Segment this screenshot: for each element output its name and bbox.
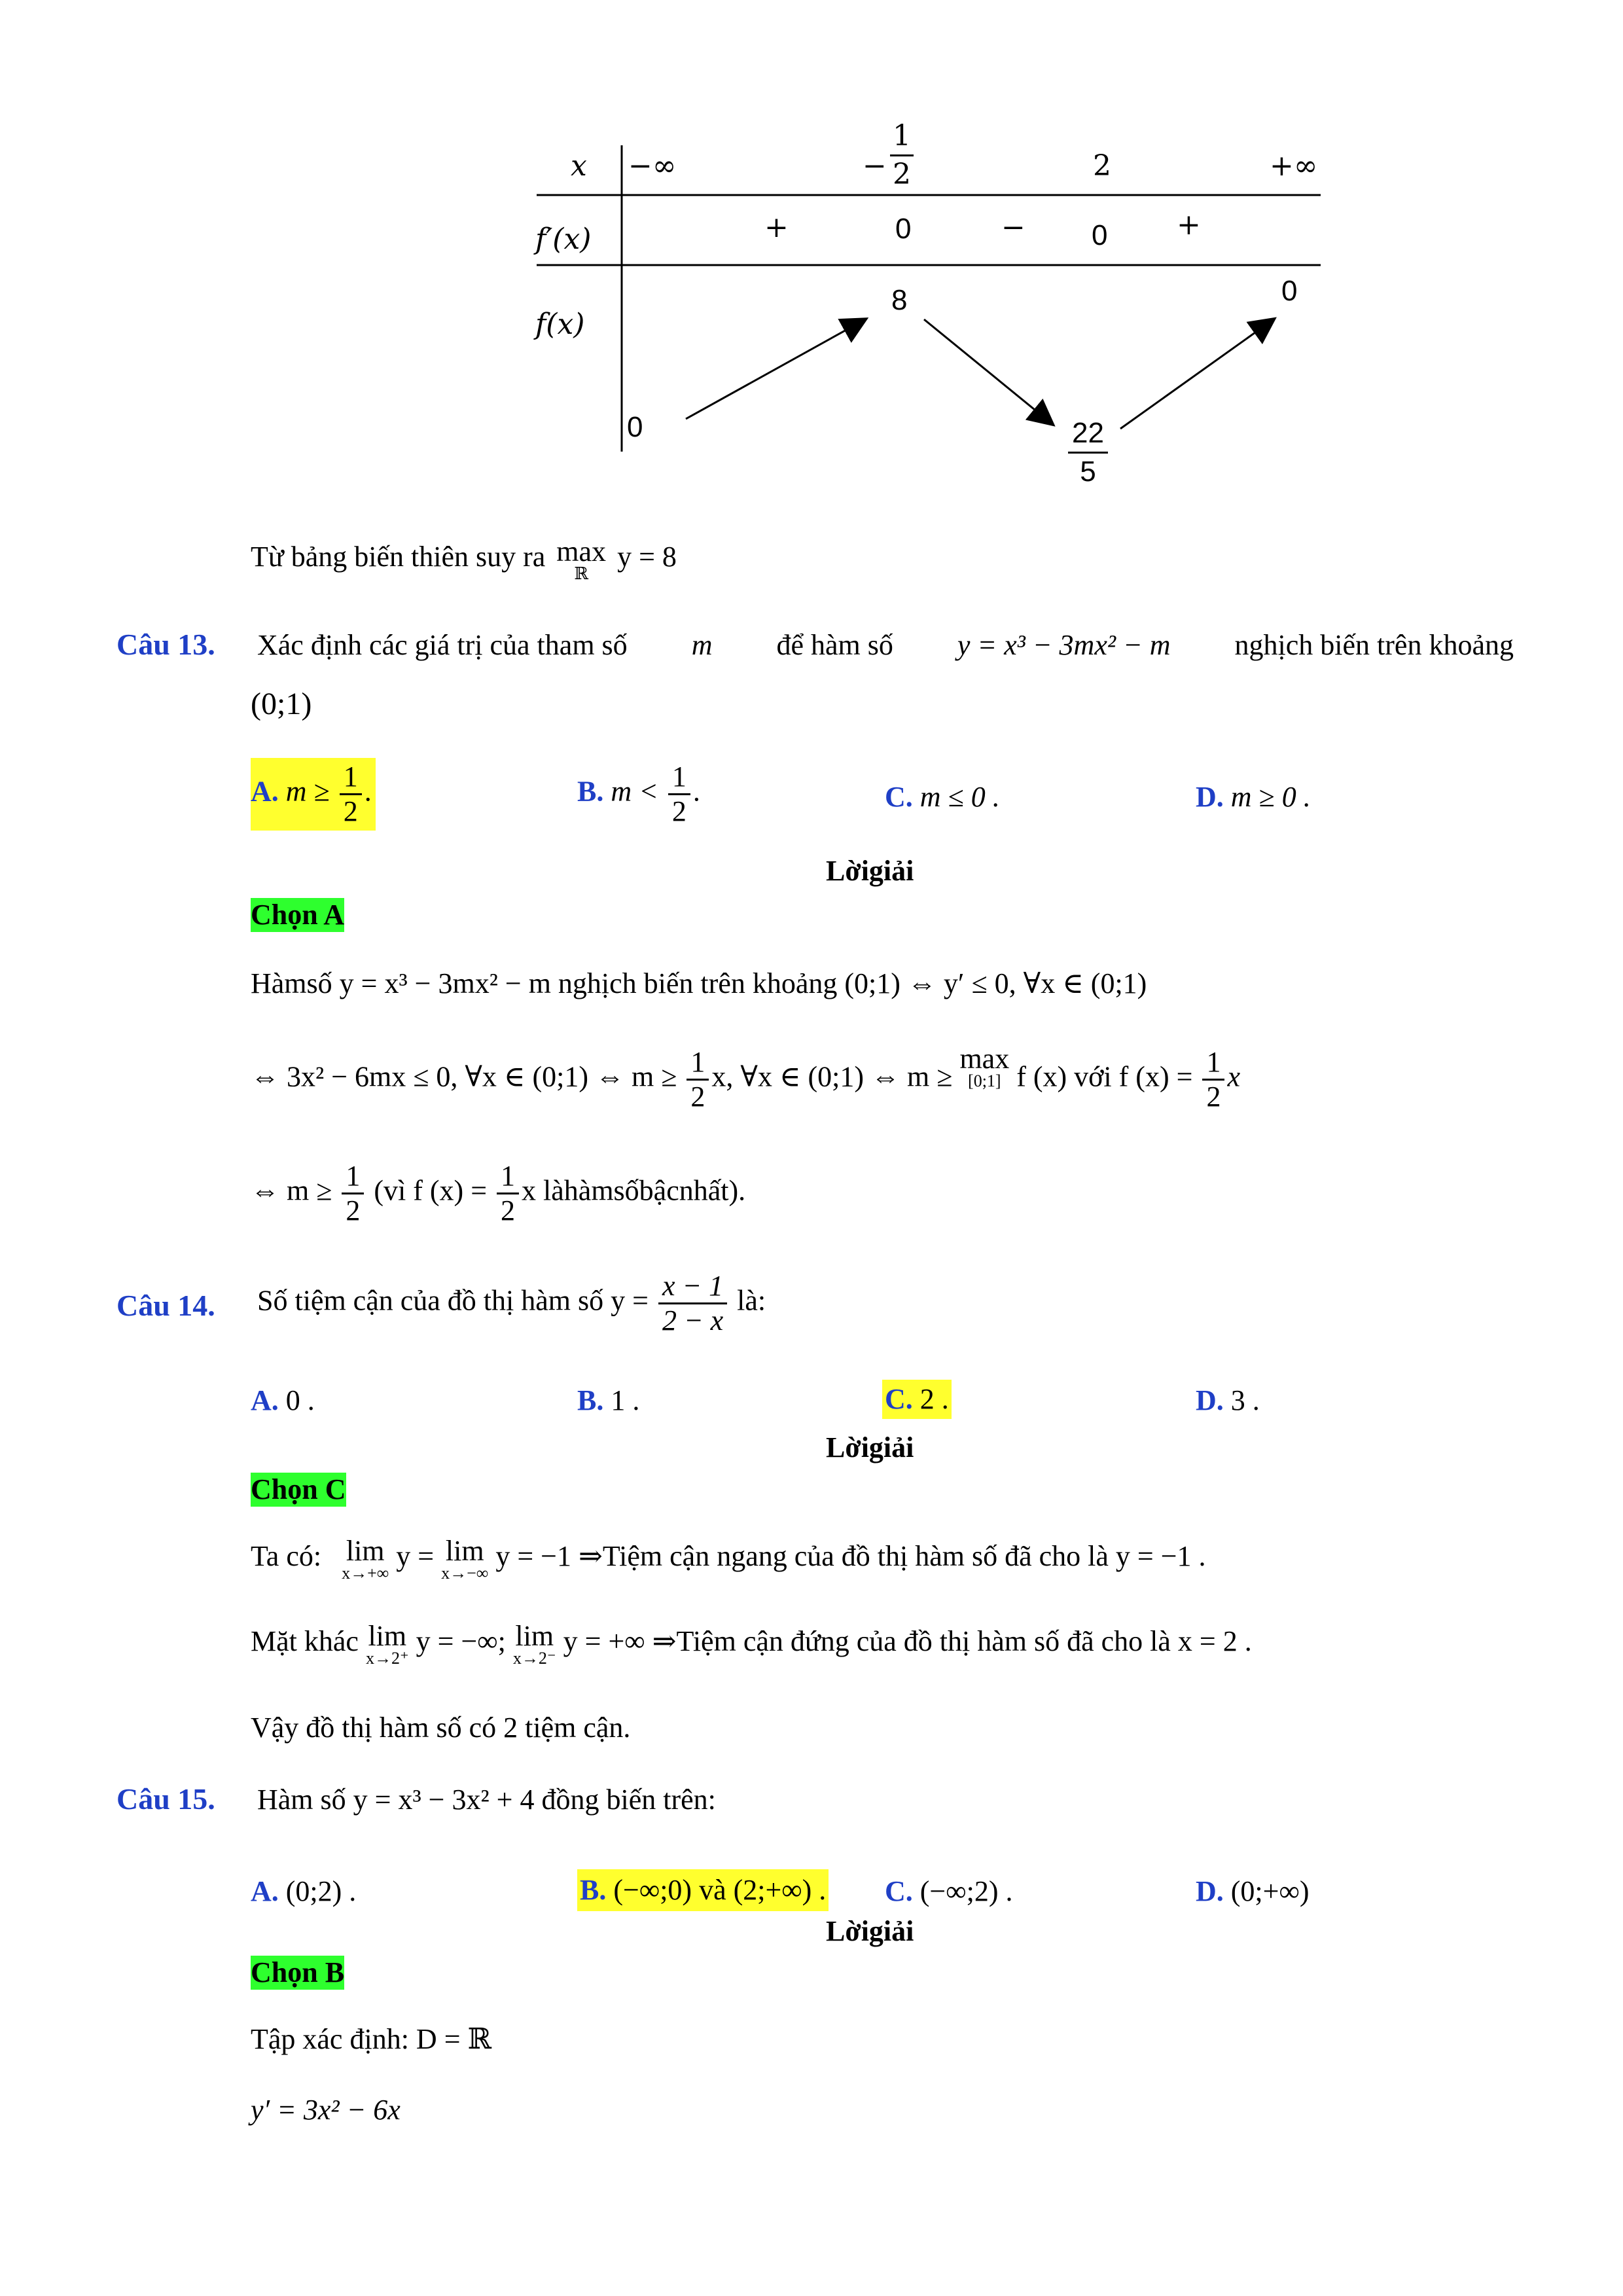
option-c-text: (−∞;2) . (919, 1875, 1013, 1907)
option-c[interactable] (885, 1873, 1013, 1910)
option-a-text: 0 . (285, 1384, 315, 1416)
option-d-text: 3 . (1230, 1384, 1260, 1416)
option-a[interactable] (251, 1382, 315, 1419)
option-d[interactable] (1196, 1873, 1310, 1910)
chosen-answer: Chọn B (251, 1956, 345, 1988)
q13-max-op: max (959, 1043, 1010, 1075)
question-text: Hàm số y = x³ − 3x² + 4 đồng biến trên: (257, 1784, 716, 1816)
q13-l3-a: ⇔ m ≥ (251, 1174, 332, 1207)
max-operator (556, 535, 607, 583)
q13-text-a: Xác định các giá trị của tham số (257, 629, 628, 661)
option-b-label: B. (577, 1384, 604, 1416)
option-c-label: C. (885, 1875, 913, 1907)
f-start: 0 (627, 411, 643, 443)
q13-l3-frac-2: $\frac{1}{2}$ (497, 1160, 519, 1227)
q13-l3-c: x làhàmsốbậcnhất). (522, 1174, 746, 1207)
option-c-text: 2 . (919, 1383, 949, 1415)
solution-line-1: Hàmsố y = x³ − 3mx² − m nghịch biến trên khoảng (0;1) ⇔ y′ ≤ 0, ∀x ∈ (0;1) (251, 967, 1147, 999)
q14-l2-c: y = +∞ ⇒Tiệm cận đứng của đồ thị hàm số đã cho là x = 2 . (563, 1625, 1252, 1657)
option-d[interactable] (1196, 779, 1311, 816)
x-frac-sign: − (863, 149, 887, 183)
q13-l3-b: (vì f (x) = (374, 1174, 488, 1207)
solution-line-2: y′ = 3x² − 6x (251, 2094, 401, 2126)
option-d-label: D. (1196, 1875, 1224, 1907)
option-d-text: m ≥ 0 . (1230, 781, 1311, 813)
option-d[interactable] (1196, 1382, 1260, 1419)
q13-text-c: nghịch biến trên khoảng (1234, 629, 1514, 661)
solution-line-2 (251, 1620, 1252, 1668)
q14-l2-a: Mặt khác (251, 1625, 359, 1657)
option-c-label: C. (885, 1383, 913, 1415)
option-b-label: B. (577, 775, 604, 808)
sign-plus-2: + (1177, 208, 1201, 242)
option-a-label: A. (251, 775, 279, 808)
q13-l2-c: f (x) với f (x) = (1016, 1060, 1193, 1093)
option-b-frac: $\frac{1}{2}$ (668, 761, 690, 828)
lim-1: lim x→+∞ (342, 1535, 389, 1583)
sign-minus: − (1001, 211, 1026, 244)
x-value-pos-inf: +∞ (1270, 149, 1318, 183)
option-d-text: (0;+∞) (1230, 1875, 1310, 1907)
solution-line-3 (251, 1160, 745, 1227)
option-a-pre: m ≥ (285, 775, 330, 808)
question-label: Câu 13. (116, 628, 215, 661)
solution-line-3: Vậy đồ thị hàm số có 2 tiệm cận. (251, 1712, 631, 1744)
q13-l3-frac-1: $\frac{1}{2}$ (342, 1160, 364, 1227)
option-a-label: A. (251, 1384, 279, 1416)
x-frac-num: 1 (890, 118, 914, 156)
variation-table-lines (0, 0, 1623, 524)
solution-line-1 (251, 1535, 1206, 1583)
option-a-frac: $\frac{1}{2}$ (340, 761, 362, 828)
sign-plus-1: + (764, 211, 789, 244)
option-c-text: m ≤ 0 . (919, 781, 1000, 813)
option-b-label: B. (580, 1874, 607, 1906)
question-label: Câu 15. (116, 1782, 215, 1816)
x-value-neg-half (890, 118, 914, 193)
option-d-label: D. (1196, 1384, 1224, 1416)
q13-l2-frac-2: $\frac{1}{2}$ (1202, 1046, 1224, 1113)
option-b[interactable] (577, 761, 700, 828)
f-min-den: 5 (1080, 456, 1096, 488)
q13-interval: (0;1) (251, 687, 312, 721)
option-b[interactable] (577, 1382, 639, 1419)
f-min (1068, 415, 1108, 490)
option-b-text: 1 . (611, 1384, 640, 1416)
arrow-decrease (924, 319, 1052, 424)
q14-frac: $\frac{x - 1}{2 - x}$ (658, 1270, 727, 1337)
option-b[interactable] (577, 1869, 829, 1911)
option-d-label: D. (1196, 781, 1224, 813)
chosen-answer: Chọn C (251, 1473, 346, 1505)
solution-title: Lờigiải (826, 1915, 914, 1947)
option-a-label: A. (251, 1875, 279, 1907)
f-end: 0 (1281, 275, 1298, 307)
x-value-neg-inf: −∞ (628, 149, 677, 183)
conclusion-line (251, 535, 677, 583)
option-c[interactable] (885, 779, 1000, 816)
q14-l1-b: y = (396, 1540, 435, 1572)
row-x-label: x (571, 149, 587, 183)
q13-var-m: m (691, 629, 713, 661)
solution-line-2 (251, 1043, 1240, 1113)
question-text (257, 627, 1514, 664)
option-b-post: . (692, 775, 700, 808)
zero-1: 0 (895, 213, 912, 245)
zero-2: 0 (1092, 219, 1108, 251)
x-frac-den: 2 (893, 158, 911, 191)
chosen-answer: Chọn A (251, 899, 345, 931)
q13-max-operator (959, 1043, 1010, 1090)
conclusion-text: Từ bảng biến thiên suy ra (251, 541, 546, 573)
q13-l2-frac-1: $\frac{1}{2}$ (687, 1046, 709, 1113)
question-label: Câu 14. (116, 1289, 215, 1322)
lim-2: lim x→−∞ (441, 1535, 489, 1583)
max-sub: ℝ (574, 564, 588, 583)
x-value-two: 2 (1093, 149, 1111, 183)
option-a-text: (0;2) . (285, 1875, 357, 1907)
conclusion-rest: y = 8 (617, 541, 677, 573)
option-a[interactable] (251, 1873, 356, 1910)
q13-l2-d: x (1227, 1060, 1240, 1093)
question-text (257, 1270, 766, 1337)
q14-text-a: Số tiệm cận của đồ thị hàm số y = (257, 1284, 649, 1317)
solution-title: Lờigiải (826, 1431, 914, 1463)
solution-title: Lờigiải (826, 855, 914, 887)
option-c-label: C. (885, 781, 913, 813)
q13-l2-a: ⇔ 3x² − 6mx ≤ 0, ∀x ∈ (0;1) ⇔ m ≥ (251, 1060, 677, 1093)
max-op: max (556, 535, 607, 567)
arrow-increase-2 (1120, 319, 1274, 429)
q14-l2-b: y = −∞; (416, 1625, 506, 1657)
solution-line-1: Tập xác định: D = ℝ (251, 2023, 492, 2055)
q14-l1-a: Ta có: (251, 1540, 322, 1572)
option-a[interactable] (251, 758, 376, 831)
q14-l1-c: y = −1 ⇒Tiệm cận ngang của đồ thị hàm số đã cho là y = −1 . (495, 1540, 1206, 1572)
q13-l2-b: x, ∀x ∈ (0;1) ⇔ m ≥ (711, 1060, 953, 1093)
row-f-label: f(x) (535, 308, 585, 341)
option-a-post: . (364, 775, 372, 808)
q13-max-sub: [0;1] (968, 1071, 1001, 1090)
lim-4: lim x→2⁻ (512, 1620, 556, 1668)
option-c[interactable] (882, 1380, 952, 1419)
q14-text-b: là: (737, 1284, 766, 1317)
arrow-increase-1 (686, 319, 865, 419)
row-fprime-label: f′(x) (535, 223, 592, 256)
f-min-num: 22 (1068, 415, 1108, 454)
option-b-text: (−∞;0) và (2;+∞) . (613, 1874, 827, 1906)
q13-func: y = x³ − 3mx² − m (957, 629, 1171, 661)
q13-text-b: để hàm số (776, 629, 893, 661)
f-max: 8 (891, 284, 908, 316)
option-b-pre: m < (611, 775, 658, 808)
lim-3: lim x→2⁺ (365, 1620, 409, 1668)
